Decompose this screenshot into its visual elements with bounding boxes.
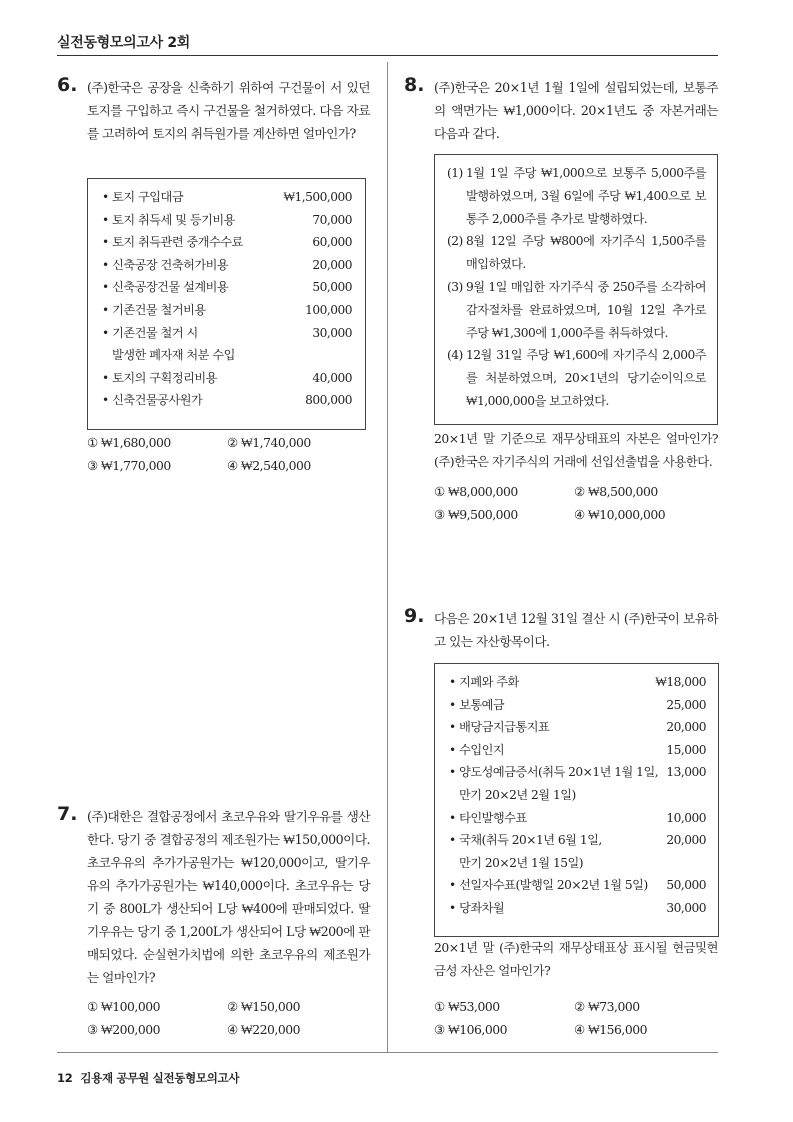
q6-choices xyxy=(87,431,367,477)
item-value: 20,000 xyxy=(666,720,706,735)
item-label: • 신축건물공사원가 xyxy=(102,389,202,412)
item-value: 50,000 xyxy=(666,878,706,893)
choice-2[interactable]: ② ₩8,500,000 xyxy=(574,484,658,499)
q8-item-list xyxy=(447,162,706,413)
item-value: 20,000 xyxy=(312,257,352,272)
item-row xyxy=(449,671,706,694)
question-text: 다음은 20×1년 12월 31일 결산 시 (주)한국이 보유하고 있는 자산항목이다. xyxy=(434,611,718,649)
item-number: (4) xyxy=(447,348,463,363)
q9-item-list xyxy=(449,671,706,920)
item-row xyxy=(449,829,706,852)
item-label: 만기 20×2년 2월 1일) xyxy=(459,787,576,802)
item-value: 13,000 xyxy=(666,765,706,780)
item-label: • 기존건물 철거비용 xyxy=(102,299,206,322)
item-label: • 토지의 구획정리비용 xyxy=(102,367,217,390)
item-label: • 당좌차월 xyxy=(449,897,504,920)
choice-3[interactable]: ③ ₩106,000 xyxy=(434,1022,507,1037)
item-label: • 지폐와 주화 xyxy=(449,671,519,694)
question-7 xyxy=(57,805,370,989)
transaction-item xyxy=(447,344,706,412)
item-label: • 배당금지급통지표 xyxy=(449,716,549,739)
header-rule xyxy=(57,55,718,56)
item-value: 25,000 xyxy=(666,697,706,712)
transaction-item xyxy=(447,162,706,230)
transaction-item xyxy=(447,230,706,276)
item-label: • 토지 취득세 및 등기비용 xyxy=(102,209,235,232)
item-row xyxy=(449,739,706,762)
item-row xyxy=(102,231,352,254)
q9-data-box xyxy=(434,663,719,937)
item-row xyxy=(102,276,352,299)
choice-1[interactable]: ① ₩1,680,000 xyxy=(87,435,171,450)
page-header-title: 실전동형모의고사 2회 xyxy=(57,35,191,51)
item-label: • 토지 구입대금 xyxy=(102,186,183,209)
question-number: 6. xyxy=(57,74,78,96)
question-text: (주)한국은 공장을 신축하기 위하여 구건물이 서 있던 토지를 구입하고 즉시 구건물을 철거하였다. 다음 자료를 고려하여 토지의 취득원가를 계산하면 얼마인가? xyxy=(87,80,370,141)
transaction-item xyxy=(447,276,706,344)
item-label: • 타인발행수표 xyxy=(449,807,527,830)
item-label: • 양도성예금증서(취득 20×1년 1월 1일, xyxy=(449,761,658,784)
item-label: 발생한 폐자재 처분 수입 xyxy=(112,348,235,363)
choice-1[interactable]: ① ₩53,000 xyxy=(434,999,500,1014)
footer-text: 김용재 공무원 실전동형모의고사 xyxy=(80,1071,240,1085)
choice-4[interactable]: ④ ₩2,540,000 xyxy=(227,458,311,473)
item-value: 10,000 xyxy=(666,810,706,825)
item-label: • 기존건물 철거 시 xyxy=(102,322,198,345)
item-label: 만기 20×2년 1월 15일) xyxy=(459,855,583,870)
item-row xyxy=(102,322,352,345)
choice-2[interactable]: ② ₩73,000 xyxy=(574,999,640,1014)
item-row xyxy=(449,852,706,875)
question-8 xyxy=(404,76,718,145)
item-row xyxy=(102,254,352,277)
item-row xyxy=(102,389,352,412)
question-number: 7. xyxy=(57,803,78,825)
item-row xyxy=(102,344,352,367)
item-label: • 토지 취득관련 중개수수료 xyxy=(102,231,243,254)
choice-2[interactable]: ② ₩150,000 xyxy=(227,999,300,1014)
q7-choices xyxy=(87,995,367,1041)
item-value: 20,000 xyxy=(666,833,706,848)
page-number: 12 xyxy=(57,1071,73,1085)
q8-question: 20×1년 말 기준으로 재무상태표의 자본은 얼마인가? (주)한국은 자기주식의 거래에 선입선출법을 사용한다. xyxy=(434,431,718,469)
item-label: • 보통예금 xyxy=(449,694,504,717)
item-value: 800,000 xyxy=(305,393,352,408)
choice-4[interactable]: ④ ₩10,000,000 xyxy=(574,507,666,522)
item-row xyxy=(449,716,706,739)
item-label: • 신축공장건물 설계비용 xyxy=(102,276,228,299)
choice-2[interactable]: ② ₩1,740,000 xyxy=(227,435,311,450)
q9-question: 20×1년 말 (주)한국의 재무상태표상 표시될 현금및현금성 자산은 얼마인가? xyxy=(434,940,718,978)
item-number: (1) xyxy=(447,166,463,180)
item-row xyxy=(102,209,352,232)
q6-data-box xyxy=(87,178,366,430)
item-label: • 신축공장 건축허가비용 xyxy=(102,254,228,277)
choice-4[interactable]: ④ ₩220,000 xyxy=(227,1022,300,1037)
footer-rule xyxy=(57,1052,718,1053)
item-label: • 수입인지 xyxy=(449,739,504,762)
item-row xyxy=(449,694,706,717)
choice-3[interactable]: ③ ₩1,770,000 xyxy=(87,458,171,473)
item-row xyxy=(102,299,352,322)
question-number: 8. xyxy=(404,74,425,96)
item-value: 60,000 xyxy=(312,235,352,250)
choice-4[interactable]: ④ ₩156,000 xyxy=(574,1022,647,1037)
item-row xyxy=(449,761,706,784)
item-row xyxy=(102,186,352,209)
item-text: 9월 1일 매입한 자기주식 중 250주를 소각하여 감자절차를 완료하였으며, 10월 12일 추가로 주당 ₩1,300에 1,000주를 취득하였다. xyxy=(466,279,706,340)
item-value: 70,000 xyxy=(312,212,352,227)
column-divider xyxy=(387,62,388,1052)
item-number: (3) xyxy=(447,279,463,294)
question-number: 9. xyxy=(404,605,425,627)
question-text: (주)대한은 결합공정에서 초코우유와 딸기우유를 생산한다. 당기 중 결합공정의 제조원가는 ₩150,000이다. 초코우유의 추가가공원가는 ₩120,000이고, 딸기우유의 추가가공원가는 ₩140,000이다. 초코우유는 당기 중 800L가 생산되어 L당 ₩400에 판매되었다. 딸기우유는 당기 중 1,200L가 생산되어 L당 ₩200에 판매되었다. 순실현가치법에 의한 초코우유의 제조원가는 얼마인가? xyxy=(87,809,370,985)
item-value: 15,000 xyxy=(666,742,706,757)
item-row xyxy=(449,784,706,807)
item-row xyxy=(449,897,706,920)
item-row xyxy=(102,367,352,390)
question-6 xyxy=(57,76,370,145)
item-value: 30,000 xyxy=(666,900,706,915)
item-text: 12월 31일 주당 ₩1,600에 자기주식 2,000주를 처분하였으며, 20×1년의 당기순이익으로 ₩1,000,000을 보고하였다. xyxy=(466,348,706,408)
choice-3[interactable]: ③ ₩200,000 xyxy=(87,1022,160,1037)
item-value: 30,000 xyxy=(312,325,352,340)
item-value: 40,000 xyxy=(312,370,352,385)
q9-choices xyxy=(434,995,714,1041)
question-9 xyxy=(404,607,718,653)
item-label: • 선일자수표(발행일 20×2년 1월 5일) xyxy=(449,874,648,897)
q8-choices xyxy=(434,480,714,526)
item-value: ₩1,500,000 xyxy=(283,190,352,204)
item-row xyxy=(449,874,706,897)
item-value: 100,000 xyxy=(305,302,352,317)
q8-transactions-box xyxy=(434,154,718,425)
choice-1[interactable]: ① ₩8,000,000 xyxy=(434,484,518,499)
item-value: ₩18,000 xyxy=(655,675,706,689)
item-row xyxy=(449,807,706,830)
item-value: 50,000 xyxy=(312,280,352,295)
item-text: 1월 1일 주당 ₩1,000으로 보통주 5,000주를 발행하였으며, 3월 6일에 주당 ₩1,400으로 보통주 2,000주를 추가로 발행하였다. xyxy=(466,166,706,226)
item-text: 8월 12일 주당 ₩800에 자기주식 1,500주를 매입하였다. xyxy=(466,234,706,272)
choice-1[interactable]: ① ₩100,000 xyxy=(87,999,160,1014)
item-label: • 국채(취득 20×1년 6월 1일, xyxy=(449,829,602,852)
q6-item-list xyxy=(102,186,352,412)
item-number: (2) xyxy=(447,234,463,249)
choice-3[interactable]: ③ ₩9,500,000 xyxy=(434,507,518,522)
question-text: (주)한국은 20×1년 1월 1일에 설립되었는데, 보통주의 액면가는 ₩1,000이다. 20×1년도 중 자본거래는 다음과 같다. xyxy=(434,80,718,141)
page-footer xyxy=(57,1070,239,1086)
